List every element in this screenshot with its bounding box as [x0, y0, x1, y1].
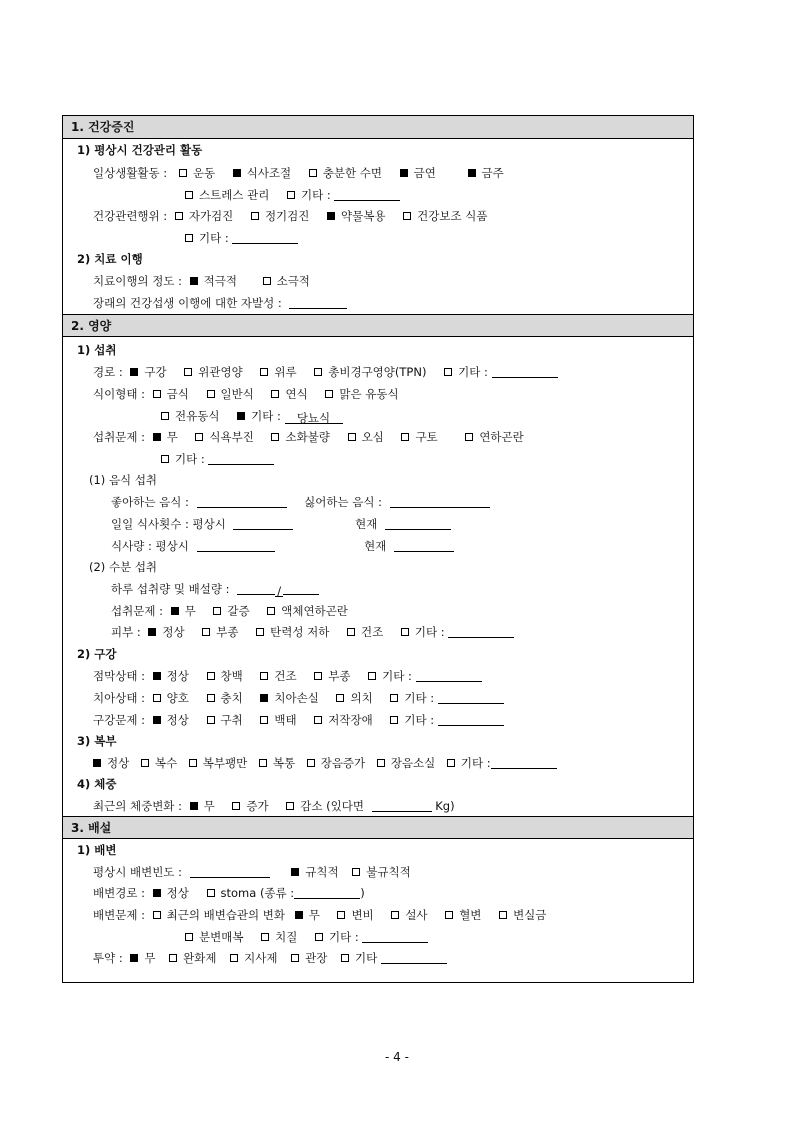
- behavior-label: 건강관련행위 :: [93, 209, 168, 223]
- opt-mucosa-dry[interactable]: 건조: [260, 668, 296, 684]
- opt-meds-none[interactable]: 무: [130, 950, 155, 966]
- intake-field[interactable]: [237, 581, 275, 595]
- opt-self-exam[interactable]: 자가검진: [175, 208, 233, 224]
- opt-none[interactable]: 무: [153, 429, 178, 445]
- opt-bowel-increase[interactable]: 장음증가: [307, 755, 365, 771]
- opt-route-other[interactable]: 기타 :: [444, 364, 557, 380]
- checkbox[interactable]: [271, 390, 279, 398]
- opt-habit-change[interactable]: 최근의 배변습관의 변화: [153, 907, 285, 923]
- checkbox-checked[interactable]: [153, 889, 161, 897]
- checkbox-checked[interactable]: [171, 607, 179, 615]
- opt-mucosa-edema[interactable]: 부종: [314, 668, 350, 684]
- opt-irregular[interactable]: 불규칙적: [352, 864, 410, 880]
- checkbox-checked[interactable]: [260, 694, 268, 702]
- opt-exercise[interactable]: 운동: [179, 165, 215, 181]
- checkbox[interactable]: [232, 802, 240, 810]
- checkbox[interactable]: [185, 933, 193, 941]
- checkbox-checked[interactable]: [153, 672, 161, 680]
- behavior-other-field[interactable]: [232, 230, 298, 244]
- checkbox[interactable]: [309, 169, 317, 177]
- row-diet-2: [161, 408, 357, 424]
- assessment-form: [62, 115, 694, 983]
- meds-other-field[interactable]: [381, 950, 447, 964]
- opt-regular-checkup[interactable]: 정기검진: [251, 208, 309, 224]
- row-teeth: [93, 690, 518, 706]
- opt-indigestion[interactable]: 소화불량: [271, 429, 329, 445]
- freq-field[interactable]: [190, 864, 270, 878]
- opt-hematochezia[interactable]: 혈변: [445, 907, 481, 923]
- checkbox[interactable]: [352, 868, 360, 876]
- checkbox[interactable]: [465, 433, 473, 441]
- row-intake-problem-2: [161, 451, 288, 467]
- checkbox-checked[interactable]: [130, 954, 138, 962]
- row-intake-problem: [93, 429, 538, 445]
- section-header-health: 1. 건강증진: [63, 116, 693, 139]
- opt-meds-other[interactable]: 기타: [341, 950, 447, 966]
- opt-gastrostomy[interactable]: 위루: [260, 364, 296, 380]
- row-abdomen: [93, 755, 571, 771]
- checkbox[interactable]: [195, 433, 203, 441]
- row-likes: [111, 494, 490, 510]
- opt-tpn[interactable]: 총비경구영양(TPN): [314, 364, 426, 380]
- row-fluid-problem: [111, 603, 362, 619]
- opt-abd-pain[interactable]: 복통: [259, 755, 295, 771]
- bowel-other-field[interactable]: [362, 929, 428, 943]
- row-health-behavior: [93, 208, 501, 224]
- row-bowel-route: [93, 885, 365, 901]
- abd-other-field[interactable]: [491, 755, 557, 769]
- subtitle-weight: 4) 체중: [77, 777, 117, 791]
- opt-teeth-loss[interactable]: 치아손실: [260, 690, 318, 706]
- opt-impaction[interactable]: 분변매복: [185, 929, 243, 945]
- opt-teeth-denture[interactable]: 의치: [336, 690, 372, 706]
- checkbox[interactable]: [230, 954, 238, 962]
- opt-weight-none[interactable]: 무: [190, 798, 215, 814]
- meals-now-label: 현재: [355, 517, 378, 531]
- mucosa-other-field[interactable]: [416, 668, 482, 682]
- row-amount: [111, 538, 454, 554]
- opt-oral-other[interactable]: 기타 :: [390, 712, 503, 728]
- checkbox[interactable]: [390, 694, 398, 702]
- amount-now-field[interactable]: [394, 538, 454, 552]
- meals-usual-field[interactable]: [233, 516, 293, 530]
- page-number: - 4 -: [385, 1050, 409, 1064]
- row-adherence: [93, 273, 324, 289]
- output-field[interactable]: [283, 581, 319, 595]
- checkbox[interactable]: [207, 694, 215, 702]
- opt-teeth-good[interactable]: 양호: [153, 690, 189, 706]
- diet-other-field[interactable]: 당뇨식: [285, 410, 343, 424]
- opt-daily-other[interactable]: 기타 :: [287, 187, 400, 203]
- opt-liquid-dysphagia[interactable]: 액체연하곤란: [267, 603, 348, 619]
- checkbox[interactable]: [263, 277, 271, 285]
- opt-problem-other[interactable]: 기타 :: [161, 451, 274, 467]
- skin-other-field[interactable]: [448, 624, 514, 638]
- teeth-label: 치아상태 :: [93, 691, 145, 705]
- checkbox[interactable]: [185, 234, 193, 242]
- checkbox[interactable]: [213, 607, 221, 615]
- checkbox[interactable]: [337, 911, 345, 919]
- subtitle-food: (1) 음식 섭취: [89, 473, 158, 487]
- checkbox-checked[interactable]: [153, 716, 161, 724]
- opt-mucosa-normal[interactable]: 정상: [153, 668, 189, 684]
- row-route: [93, 364, 572, 380]
- subtitle-treatment: 2) 치료 이행: [77, 252, 143, 266]
- checkbox[interactable]: [161, 412, 169, 420]
- amount-usual-field[interactable]: [197, 538, 275, 552]
- opt-full-liquid[interactable]: 전유동식: [161, 408, 219, 424]
- row-bowel-freq: [93, 864, 425, 880]
- opt-bowel-none[interactable]: 무: [295, 907, 320, 923]
- opt-no-smoking[interactable]: 금연: [400, 165, 436, 181]
- opt-antidiarrheal[interactable]: 지사제: [230, 950, 277, 966]
- opt-stress[interactable]: 스트레스 관리: [185, 187, 269, 203]
- mucosa-label: 점막상태 :: [93, 669, 145, 683]
- checkbox[interactable]: [499, 911, 507, 919]
- row-bowel-problem: [93, 907, 560, 923]
- row-io: [111, 581, 319, 597]
- opt-clear-liquid[interactable]: 맑은 유동식: [325, 386, 398, 402]
- amount-now-label: 현재: [364, 539, 387, 553]
- checkbox-checked[interactable]: [291, 868, 299, 876]
- row-mucosa: [93, 668, 496, 684]
- io-label: 하루 섭취량 및 배설량 :: [111, 582, 230, 596]
- checkbox[interactable]: [189, 759, 197, 767]
- opt-mucosa-other[interactable]: 기타 :: [368, 668, 481, 684]
- daily-other-field[interactable]: [334, 187, 400, 201]
- checkbox[interactable]: [445, 911, 453, 919]
- checkbox[interactable]: [348, 433, 356, 441]
- checkbox[interactable]: [314, 672, 322, 680]
- checkbox[interactable]: [291, 954, 299, 962]
- opt-teeth-other[interactable]: 기타 :: [390, 690, 503, 706]
- checkbox[interactable]: [256, 628, 264, 636]
- opt-skin-normal[interactable]: 정상: [148, 624, 184, 640]
- opt-anorexia[interactable]: 식욕부진: [195, 429, 253, 445]
- oral-problem-label: 구강문제 :: [93, 713, 145, 727]
- checkbox[interactable]: [260, 368, 268, 376]
- row-daily-activity-2: [185, 187, 414, 203]
- checkbox[interactable]: [444, 368, 452, 376]
- opt-diet-other[interactable]: 기타 : 당뇨식: [237, 408, 342, 424]
- row-daily-activity: [93, 165, 518, 181]
- checkbox[interactable]: [184, 368, 192, 376]
- checkbox[interactable]: [260, 672, 268, 680]
- opt-laxative[interactable]: 완화제: [169, 950, 216, 966]
- checkbox[interactable]: [153, 694, 161, 702]
- checkbox[interactable]: [261, 933, 269, 941]
- checkbox[interactable]: [314, 716, 322, 724]
- opt-stoma[interactable]: stoma (종류 : ): [207, 886, 365, 900]
- checkbox[interactable]: [185, 191, 193, 199]
- diet-label: 식이형태 :: [93, 387, 145, 401]
- row-future: [93, 295, 347, 311]
- opt-chewing[interactable]: 저작장애: [314, 712, 372, 728]
- opt-diet-control[interactable]: 식사조절: [233, 165, 291, 181]
- checkbox[interactable]: [403, 212, 411, 220]
- checkbox-checked[interactable]: [327, 212, 335, 220]
- checkbox-checked[interactable]: [190, 277, 198, 285]
- checkbox[interactable]: [207, 716, 215, 724]
- subtitle-abdomen: 3) 복부: [77, 734, 117, 748]
- dislikes-label: 싫어하는 음식 :: [304, 495, 382, 509]
- io-separator: /: [275, 583, 283, 597]
- opt-soft-diet[interactable]: 연식: [271, 386, 307, 402]
- opt-halitosis[interactable]: 구취: [207, 712, 243, 728]
- route-other-field[interactable]: [492, 364, 558, 378]
- meds-label: 투약 :: [93, 951, 123, 965]
- checkbox[interactable]: [207, 672, 215, 680]
- future-field[interactable]: [289, 295, 347, 309]
- problem-other-field[interactable]: [208, 451, 274, 465]
- checkbox[interactable]: [391, 911, 399, 919]
- opt-mucosa-pale[interactable]: 창백: [207, 668, 243, 684]
- likes-label: 좋아하는 음식 :: [111, 495, 189, 509]
- freq-label: 평상시 배변빈도 :: [93, 865, 182, 879]
- checkbox[interactable]: [179, 169, 187, 177]
- opt-bowel-absent[interactable]: 장음소실: [377, 755, 435, 771]
- likes-field[interactable]: [197, 494, 287, 508]
- adherence-label: 치료이행의 정도 :: [93, 274, 182, 288]
- opt-weight-gain[interactable]: 증가: [232, 798, 268, 814]
- opt-nausea[interactable]: 오심: [348, 429, 384, 445]
- checkbox[interactable]: [175, 212, 183, 220]
- checkbox[interactable]: [401, 628, 409, 636]
- checkbox-checked[interactable]: [295, 911, 303, 919]
- checkbox[interactable]: [307, 759, 315, 767]
- section-header-nutrition: 2. 영양: [63, 314, 693, 337]
- checkbox[interactable]: [315, 933, 323, 941]
- weight-label: 최근의 체중변화 :: [93, 799, 182, 813]
- opt-constipation[interactable]: 변비: [337, 907, 373, 923]
- opt-hemorrhoids[interactable]: 치질: [261, 929, 297, 945]
- opt-oral-normal[interactable]: 정상: [153, 712, 189, 728]
- checkbox[interactable]: [267, 607, 275, 615]
- fluid-problem-label: 섭취문제 :: [111, 604, 163, 618]
- opt-abd-normal[interactable]: 정상: [93, 755, 129, 771]
- opt-teeth-caries[interactable]: 충치: [207, 690, 243, 706]
- subtitle-intake: 1) 섭취: [77, 343, 117, 357]
- bowel-route-label: 배변경로 :: [93, 886, 145, 900]
- subtitle-fluid: (2) 수분 섭취: [89, 560, 158, 574]
- opt-behavior-other[interactable]: 기타 :: [185, 230, 298, 246]
- checkbox[interactable]: [341, 954, 349, 962]
- weight-unit: Kg): [435, 799, 455, 813]
- checkbox-checked[interactable]: [148, 628, 156, 636]
- section-header-elimination: 3. 배설: [63, 816, 693, 839]
- opt-diarrhea[interactable]: 설사: [391, 907, 427, 923]
- opt-oral[interactable]: 구강: [130, 364, 166, 380]
- skin-label: 피부 :: [111, 625, 141, 639]
- opt-distension[interactable]: 복부팽만: [189, 755, 247, 771]
- opt-weight-loss[interactable]: 감소 (있다면: [286, 799, 364, 813]
- checkbox[interactable]: [286, 802, 294, 810]
- opt-route-normal[interactable]: 정상: [153, 885, 189, 901]
- opt-skin-turgor[interactable]: 탄력성 저하: [256, 624, 329, 640]
- opt-fluid-none[interactable]: 무: [171, 603, 196, 619]
- checkbox[interactable]: [390, 716, 398, 724]
- opt-sleep[interactable]: 충분한 수면: [309, 165, 382, 181]
- subtitle-bowel: 1) 배변: [77, 843, 117, 857]
- opt-supplement[interactable]: 건강보조 식품: [403, 208, 487, 224]
- checkbox[interactable]: [447, 759, 455, 767]
- dislikes-field[interactable]: [390, 494, 490, 508]
- opt-active[interactable]: 적극적: [190, 273, 237, 289]
- opt-coated-tongue[interactable]: 백태: [260, 712, 296, 728]
- checkbox[interactable]: [251, 212, 259, 220]
- checkbox-checked[interactable]: [233, 169, 241, 177]
- row-diet: [93, 386, 413, 402]
- row-weight: [93, 798, 455, 814]
- checkbox[interactable]: [202, 628, 210, 636]
- stoma-type-field[interactable]: [294, 885, 360, 899]
- opt-incontinence[interactable]: 변실금: [499, 907, 546, 923]
- checkbox[interactable]: [207, 889, 215, 897]
- checkbox-checked[interactable]: [93, 759, 101, 767]
- daily-label: 일상생활활동 :: [93, 166, 168, 180]
- opt-regular-diet[interactable]: 일반식: [207, 386, 254, 402]
- checkbox[interactable]: [287, 191, 295, 199]
- opt-skin-dry[interactable]: 건조: [347, 624, 383, 640]
- row-bowel-problem-2: [185, 929, 442, 945]
- checkbox[interactable]: [347, 628, 355, 636]
- subtitle-health-activity: 1) 평상시 건강관리 활동: [77, 143, 203, 157]
- opt-passive[interactable]: 소극적: [263, 273, 310, 289]
- checkbox[interactable]: [259, 759, 267, 767]
- row-oral-problem: [93, 712, 518, 728]
- opt-thirst[interactable]: 갈증: [213, 603, 249, 619]
- checkbox-checked[interactable]: [400, 169, 408, 177]
- checkbox-checked[interactable]: [190, 802, 198, 810]
- meals-label: 일일 식사횟수 : 평상시: [111, 517, 226, 531]
- opt-dysphagia[interactable]: 연하곤란: [465, 429, 523, 445]
- checkbox[interactable]: [260, 716, 268, 724]
- weight-change-field[interactable]: [372, 798, 432, 812]
- opt-enema[interactable]: 관장: [291, 950, 327, 966]
- opt-medication[interactable]: 약물복용: [327, 208, 385, 224]
- opt-tube[interactable]: 위관영양: [184, 364, 242, 380]
- opt-ascites[interactable]: 복수: [141, 755, 177, 771]
- checkbox[interactable]: [153, 911, 161, 919]
- checkbox[interactable]: [377, 759, 385, 767]
- meals-now-field[interactable]: [385, 516, 451, 530]
- checkbox[interactable]: [401, 433, 409, 441]
- checkbox-checked[interactable]: [468, 169, 476, 177]
- teeth-other-field[interactable]: [438, 690, 504, 704]
- checkbox-checked[interactable]: [130, 368, 138, 376]
- amount-label: 식사량 : 평상시: [111, 539, 189, 553]
- checkbox[interactable]: [336, 694, 344, 702]
- oral-other-field[interactable]: [438, 712, 504, 726]
- checkbox[interactable]: [207, 390, 215, 398]
- checkbox[interactable]: [161, 455, 169, 463]
- opt-vomiting[interactable]: 구토: [401, 429, 437, 445]
- route-label: 경로 :: [93, 365, 123, 379]
- row-meals: [111, 516, 451, 532]
- opt-npo[interactable]: 금식: [153, 386, 189, 402]
- row-meds: [93, 950, 461, 966]
- checkbox[interactable]: [153, 390, 161, 398]
- opt-abd-other[interactable]: 기타 :: [447, 755, 557, 771]
- future-label: 장래의 건강섭생 이행에 대한 자발성 :: [93, 296, 282, 310]
- intake-problem-label: 섭취문제 :: [93, 430, 145, 444]
- opt-no-drinking[interactable]: 금주: [468, 165, 504, 181]
- row-skin: [111, 624, 528, 640]
- opt-skin-other[interactable]: 기타 :: [401, 624, 514, 640]
- row-health-behavior-2: [185, 230, 312, 246]
- checkbox[interactable]: [368, 672, 376, 680]
- checkbox-checked[interactable]: [237, 412, 245, 420]
- checkbox-checked[interactable]: [153, 433, 161, 441]
- opt-skin-edema[interactable]: 부종: [202, 624, 238, 640]
- checkbox[interactable]: [169, 954, 177, 962]
- opt-regular[interactable]: 규칙적: [291, 864, 338, 880]
- bowel-problem-label: 배변문제 :: [93, 908, 145, 922]
- opt-bowel-other[interactable]: 기타 :: [315, 929, 428, 945]
- checkbox[interactable]: [271, 433, 279, 441]
- checkbox[interactable]: [314, 368, 322, 376]
- subtitle-oral: 2) 구강: [77, 647, 117, 661]
- checkbox[interactable]: [141, 759, 149, 767]
- checkbox[interactable]: [325, 390, 333, 398]
